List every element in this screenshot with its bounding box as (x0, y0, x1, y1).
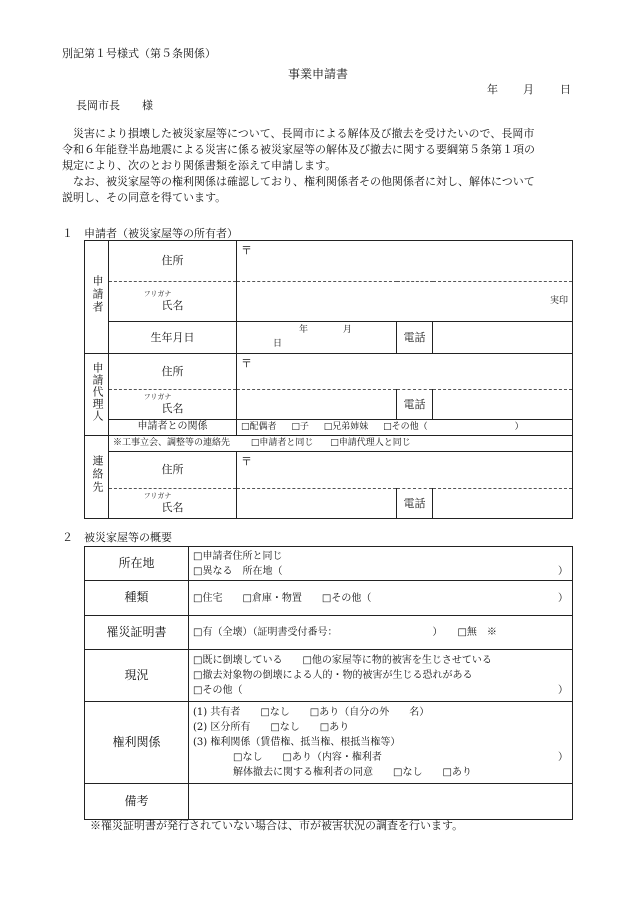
remarks-field[interactable] (189, 784, 573, 820)
property-table (84, 546, 573, 820)
seal-label: 実印 (550, 295, 569, 306)
date-day: 日 (560, 83, 571, 96)
section2-heading: ２ 被災家屋等の概要 (62, 531, 172, 544)
condition-label: 現況 (85, 650, 189, 702)
relation-child-checkbox[interactable]: □子 (291, 421, 309, 432)
date-month: 月 (523, 83, 534, 96)
type-label: 種類 (85, 581, 189, 616)
contact-note: ※工事立会、調整等の連絡先 (113, 437, 231, 448)
type-options[interactable]: □住宅 □倉庫・物置 □その他（ ） (189, 581, 573, 616)
footnote: ※罹災証明書が発行されていない場合は、市が被害状況の調査を行います。 (90, 819, 464, 832)
contact-same-applicant-checkbox[interactable]: □申請者と同じ (250, 437, 314, 448)
section1-heading: １ 申請者（被災家屋等の所有者） (62, 227, 238, 240)
condition-options[interactable]: □既に倒壊している □他の家屋等に物的被害を生じさせている □撤去対象物の倒壊による人的・物的被害が生じる恐れがある □その他（ ） (189, 650, 573, 702)
birthdate-label: 生年月日 (109, 322, 237, 354)
relation-sibling-checkbox[interactable]: □兄弟姉妹 (323, 421, 369, 432)
relation-other-checkbox[interactable]: □その他（ (383, 421, 428, 432)
proxy-group-label: 申請代理人 (85, 354, 109, 436)
applicant-address-field[interactable] (237, 241, 573, 282)
applicant-name-field[interactable] (237, 282, 573, 322)
applicant-phone-field[interactable] (433, 322, 573, 354)
contact-note-row (109, 436, 573, 452)
applicant-table (84, 240, 573, 519)
page-title: 事業申請書 (288, 67, 349, 81)
remarks-label: 備考 (85, 784, 189, 820)
postal-mark: 〒 (241, 357, 252, 370)
form-code: 別記第１号様式（第５条関係） (62, 47, 216, 60)
proxy-address-field[interactable] (237, 354, 573, 390)
location-options[interactable]: □申請者住所と同じ □異なる 所在地（ ） (189, 547, 573, 581)
postal-mark: 〒 (241, 455, 252, 468)
rights-label: 権利関係 (85, 702, 189, 784)
proxy-address-label: 住所 (109, 354, 237, 390)
contact-address-field[interactable] (237, 452, 573, 489)
relation-label: 申請者との関係 (109, 420, 237, 436)
disaster-certificate-label: 罹災証明書 (85, 616, 189, 650)
furigana-label: フリガナ (143, 289, 172, 298)
proxy-phone-field[interactable] (433, 390, 573, 420)
same-address-checkbox[interactable]: □申請者住所と同じ (193, 550, 283, 562)
contact-name-label: フリガナ 氏名 (109, 489, 237, 519)
rights-options[interactable]: (1) 共有者 □なし □あり（自分の外 名） (2) 区分所有 □なし □あり (3) 権利関係（賃借権、抵当権、根抵当権等） □なし □あり（内容・権利者 ） 解体撤去に関する権利者の同意 □なし □あり (189, 702, 573, 784)
postal-mark: 〒 (241, 244, 252, 257)
contact-phone-field[interactable] (433, 489, 573, 519)
intro-line: 令和６年能登半島地震による災害に係る被災家屋等の解体及び撤去に関する要綱第５条第１項の (62, 143, 535, 156)
intro-line: 規定により、次のとおり関係書類を添えて申請します。 (62, 159, 337, 172)
applicant-group-label: 申請者 (85, 241, 109, 354)
disaster-certificate-options[interactable]: □有（全壊）（証明書受付番号： ） □無 ※ (189, 616, 573, 650)
contact-phone-label: 電話 (397, 489, 433, 519)
contact-same-proxy-checkbox[interactable]: □申請代理人と同じ (330, 437, 411, 448)
contact-name-field[interactable] (237, 489, 397, 519)
addressee: 長岡市長 様 (76, 99, 153, 112)
applicant-address-label: 住所 (109, 241, 237, 282)
location-label: 所在地 (85, 547, 189, 581)
intro-paragraph (62, 126, 572, 206)
intro-line: なお、被災家屋等の権利関係は確認しており、権利関係者その他関係者に対し、解体について (62, 175, 535, 188)
intro-line: 説明し、その同意を得ています。 (62, 191, 227, 204)
relation-spouse-checkbox[interactable]: □配偶者 (241, 421, 277, 432)
applicant-phone-label: 電話 (397, 322, 433, 354)
applicant-name-label: フリガナ 氏名 (109, 282, 237, 322)
proxy-phone-label: 電話 (397, 390, 433, 420)
intro-line: 災害により損壊した被災家屋等について、長岡市による解体及び撤去を受けたいので、長岡市 (62, 127, 535, 140)
relation-options: □配偶者 □子 □兄弟姉妹 □その他（ ） (237, 420, 573, 436)
birthdate-field[interactable]: 年 月 日 (237, 322, 397, 354)
date-year: 年 (487, 83, 498, 96)
different-address-checkbox[interactable]: □異なる 所在地（ (193, 565, 283, 577)
contact-group-label: 連絡先 (85, 436, 109, 519)
contact-address-label: 住所 (109, 452, 237, 489)
proxy-name-label: フリガナ 氏名 (109, 390, 237, 420)
proxy-name-field[interactable] (237, 390, 397, 420)
